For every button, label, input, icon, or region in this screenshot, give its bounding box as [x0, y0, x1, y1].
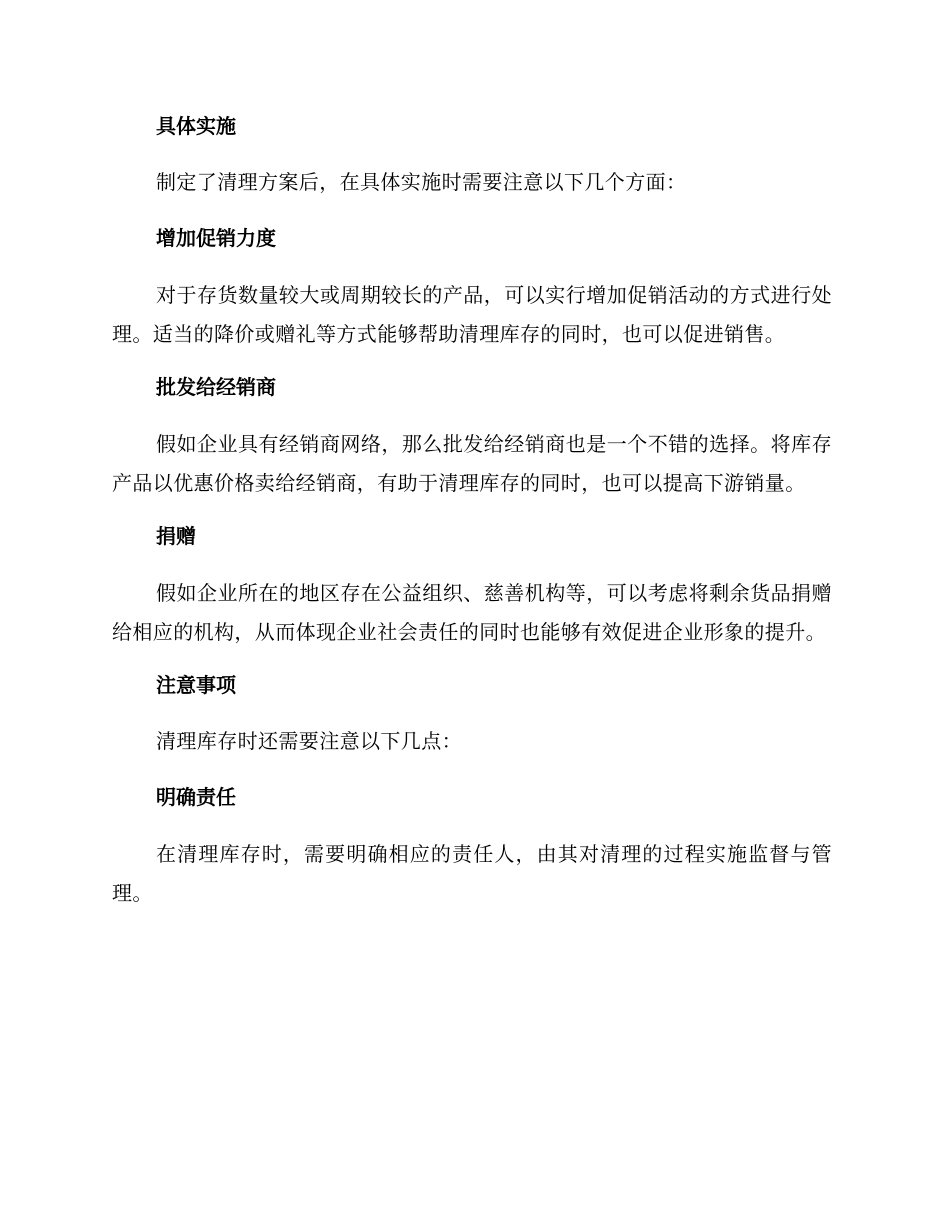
section-heading-wholesale: 批发给经销商 — [156, 375, 276, 399]
section-paragraph-notes: 清理库存时还需要注意以下几点： — [156, 729, 462, 753]
section-heading-promotion: 增加促销力度 — [156, 226, 276, 250]
section-paragraph-donation: 假如企业所在的地区存在公益组织、慈善机构等，可以考虑将剩余货品捐赠给相应的机构，从而体现企业社会责任的同时也能够有效促进企业形象的提升。 — [112, 581, 832, 644]
section-heading-donation: 捐赠 — [156, 524, 196, 548]
section-paragraph-implementation: 制定了清理方案后，在具体实施时需要注意以下几个方面： — [156, 170, 687, 194]
section-heading-responsibility: 明确责任 — [156, 785, 236, 809]
section-paragraph-wholesale: 假如企业具有经销商网络，那么批发给经销商也是一个不错的选择。将库存产品以优惠价格卖给经销商，有助于清理库存的同时，也可以提高下游销量。 — [112, 432, 832, 495]
section-heading-implementation: 具体实施 — [156, 114, 236, 138]
section-heading-notes: 注意事项 — [156, 673, 236, 697]
document-page — [112, 108, 832, 928]
section-paragraph-promotion: 对于存货数量较大或周期较长的产品，可以实行增加促销活动的方式进行处理。适当的降价或赠礼等方式能够帮助清理库存的同时，也可以促进销售。 — [112, 283, 832, 346]
section-paragraph-responsibility: 在清理库存时，需要明确相应的责任人，由其对清理的过程实施监督与管理。 — [112, 842, 832, 905]
